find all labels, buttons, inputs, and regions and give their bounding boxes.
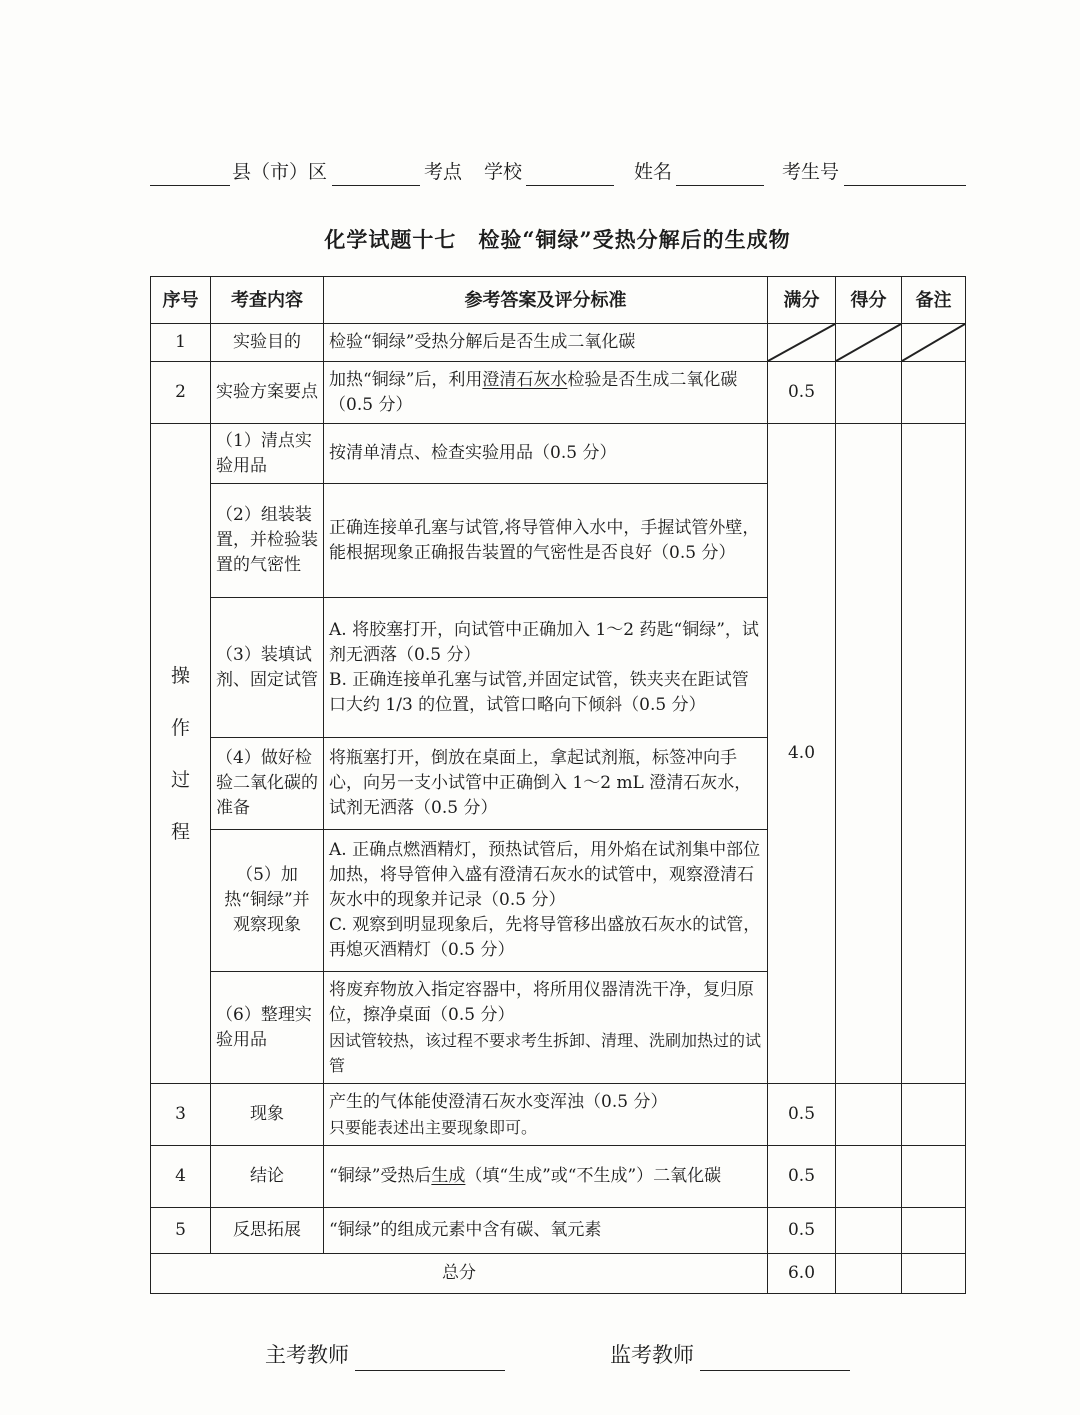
chief-examiner-label: 主考教师 [265,1343,349,1367]
score-cell[interactable] [836,1084,902,1146]
table-row [151,362,966,424]
answer-line: B. 正确连接单孔塞与试管,并固定试管，铁夹夹在距试管口大约 1/3 的位置，试管口略向下倾斜（0.5 分） [329,669,749,715]
answer-fill-in: 生成 [431,1166,466,1186]
row-answer [324,1084,768,1146]
answer-line: C. 观察到明显现象后，先将导管移出盛放石灰水的试管，再熄灭酒精灯（0.5 分） [329,915,761,960]
answer-line: A. 正确点燃酒精灯，预热试管后，用外焰在试剂集中部位加热，将导管伸入盛有澄清石灰水的试管中，观察澄清石灰水中的现象并记录（0.5 分） [329,840,761,910]
table-row [151,324,966,362]
table-row [151,1146,966,1208]
chief-examiner-blank[interactable] [355,1370,505,1371]
row-item: 实验目的 [211,324,324,362]
operation-label-char: 程 [170,820,190,843]
row-no: 2 [151,362,211,424]
table-row [151,424,966,484]
slash-cell [902,324,966,362]
row-answer: “铜绿”的组成元素中含有碳、氧元素 [324,1208,768,1254]
score-cell[interactable] [836,1208,902,1254]
operation-label-char: 作 [170,716,190,739]
answer-text: 检验是否生成二氧化碳（0.5 分） [329,369,738,415]
operation-full-score: 4.0 [768,424,836,1084]
footer-signatures [265,1335,885,1375]
name-blank[interactable] [676,185,764,186]
site-blank[interactable] [332,185,420,186]
row-answer [324,1146,768,1208]
table-header-row [151,277,966,324]
row-full-score: 0.5 [768,1084,836,1146]
row-item: （4）做好检验二氧化碳的准备 [211,738,324,830]
name-label: 姓名 [634,161,673,183]
answer-text: “铜绿”受热后 [329,1166,432,1186]
table-row [151,1084,966,1146]
table-row [151,1208,966,1254]
student-id-blank[interactable] [844,185,966,186]
operation-label-char: 操 [170,664,190,687]
header-score: 得分 [836,277,902,324]
row-no: 3 [151,1084,211,1146]
row-item: 反思拓展 [211,1208,324,1254]
page-title: 化学试题十七 检验“铜绿”受热分解后的生成物 [324,227,791,252]
row-answer: 正确连接单孔塞与试管,将导管伸入水中，手握试管外壁，能根据现象正确报告装置的气密性是否良好（0.5 分） [324,484,768,598]
row-full-score: 0.5 [768,1146,836,1208]
row-no: 1 [151,324,211,362]
remark-cell[interactable] [902,362,966,424]
row-item: 结论 [211,1146,324,1208]
answer-text: （填“生成”或“不生成”）二氧化碳 [465,1166,722,1186]
answer-line: 将废弃物放入指定容器中，将所用仪器清洗干净，复归原位，擦净桌面（0.5 分） [329,979,754,1025]
total-label: 总分 [151,1254,768,1294]
operation-label-char: 过 [170,768,190,791]
proctor-blank[interactable] [700,1370,850,1371]
row-item: （5）加热“铜绿”并观察现象 [211,830,324,972]
grading-table [150,276,966,1294]
site-label: 考点 [424,161,463,183]
operation-label [151,424,211,1084]
school-blank[interactable] [526,185,614,186]
answer-fill-in: 澄清石灰水 [482,369,568,390]
row-no: 4 [151,1146,211,1208]
row-full-score: 0.5 [768,1208,836,1254]
answer-line: 产生的气体能使澄清石灰水变浑浊（0.5 分） [329,1091,668,1112]
row-item: （3）装填试剂、固定试管 [211,598,324,738]
header-no: 序号 [151,277,211,324]
score-cell[interactable] [836,424,902,1084]
total-row [151,1254,966,1294]
remark-cell[interactable] [902,1084,966,1146]
answer-line: A. 将胶塞打开，向试管中正确加入 1～2 药匙“铜绿”，试剂无洒落（0.5 分） [329,619,759,665]
county-label: 县（市）区 [232,161,328,183]
slash-cell [768,324,836,362]
county-blank[interactable] [150,185,230,186]
school-label: 学校 [484,161,523,183]
header-remark: 备注 [902,277,966,324]
header-item: 考查内容 [211,277,324,324]
row-answer [324,972,768,1084]
row-answer: 将瓶塞打开，倒放在桌面上，拿起试剂瓶，标签冲向手心，向另一支小试管中正确倒入 1～2 mL 澄清石灰水，试剂无洒落（0.5 分） [324,738,768,830]
row-no: 5 [151,1208,211,1254]
score-cell[interactable] [836,362,902,424]
row-answer: 按清单清点、检查实验用品（0.5 分） [324,424,768,484]
row-item: （6）整理实验用品 [211,972,324,1084]
answer-note: 只要能表述出主要现象即可。 [329,1117,538,1137]
answer-note: 因试管较热，该过程不要求考生拆卸、清理、洗刷加热过的试管 [329,1030,762,1075]
row-answer [324,830,768,972]
answer-text: 加热“铜绿”后，利用 [329,369,483,390]
total-remark-cell[interactable] [902,1254,966,1294]
row-item: （2）组装装置，并检验装置的气密性 [211,484,324,598]
student-id-label: 考生号 [782,161,840,183]
proctor-label: 监考教师 [610,1343,694,1367]
remark-cell[interactable] [902,424,966,1084]
score-cell[interactable] [836,1146,902,1208]
slash-cell [836,324,902,362]
row-answer [324,362,768,424]
row-item: 实验方案要点 [211,362,324,424]
header-fields [150,160,970,190]
remark-cell[interactable] [902,1146,966,1208]
header-full-score: 满分 [768,277,836,324]
row-item: 现象 [211,1084,324,1146]
row-item: （1）清点实验用品 [211,424,324,484]
header-answer: 参考答案及评分标准 [324,277,768,324]
row-answer [324,598,768,738]
row-full-score: 0.5 [768,362,836,424]
remark-cell[interactable] [902,1208,966,1254]
total-score-cell[interactable] [836,1254,902,1294]
total-full-score: 6.0 [768,1254,836,1294]
row-answer: 检验“铜绿”受热分解后是否生成二氧化碳 [324,324,768,362]
